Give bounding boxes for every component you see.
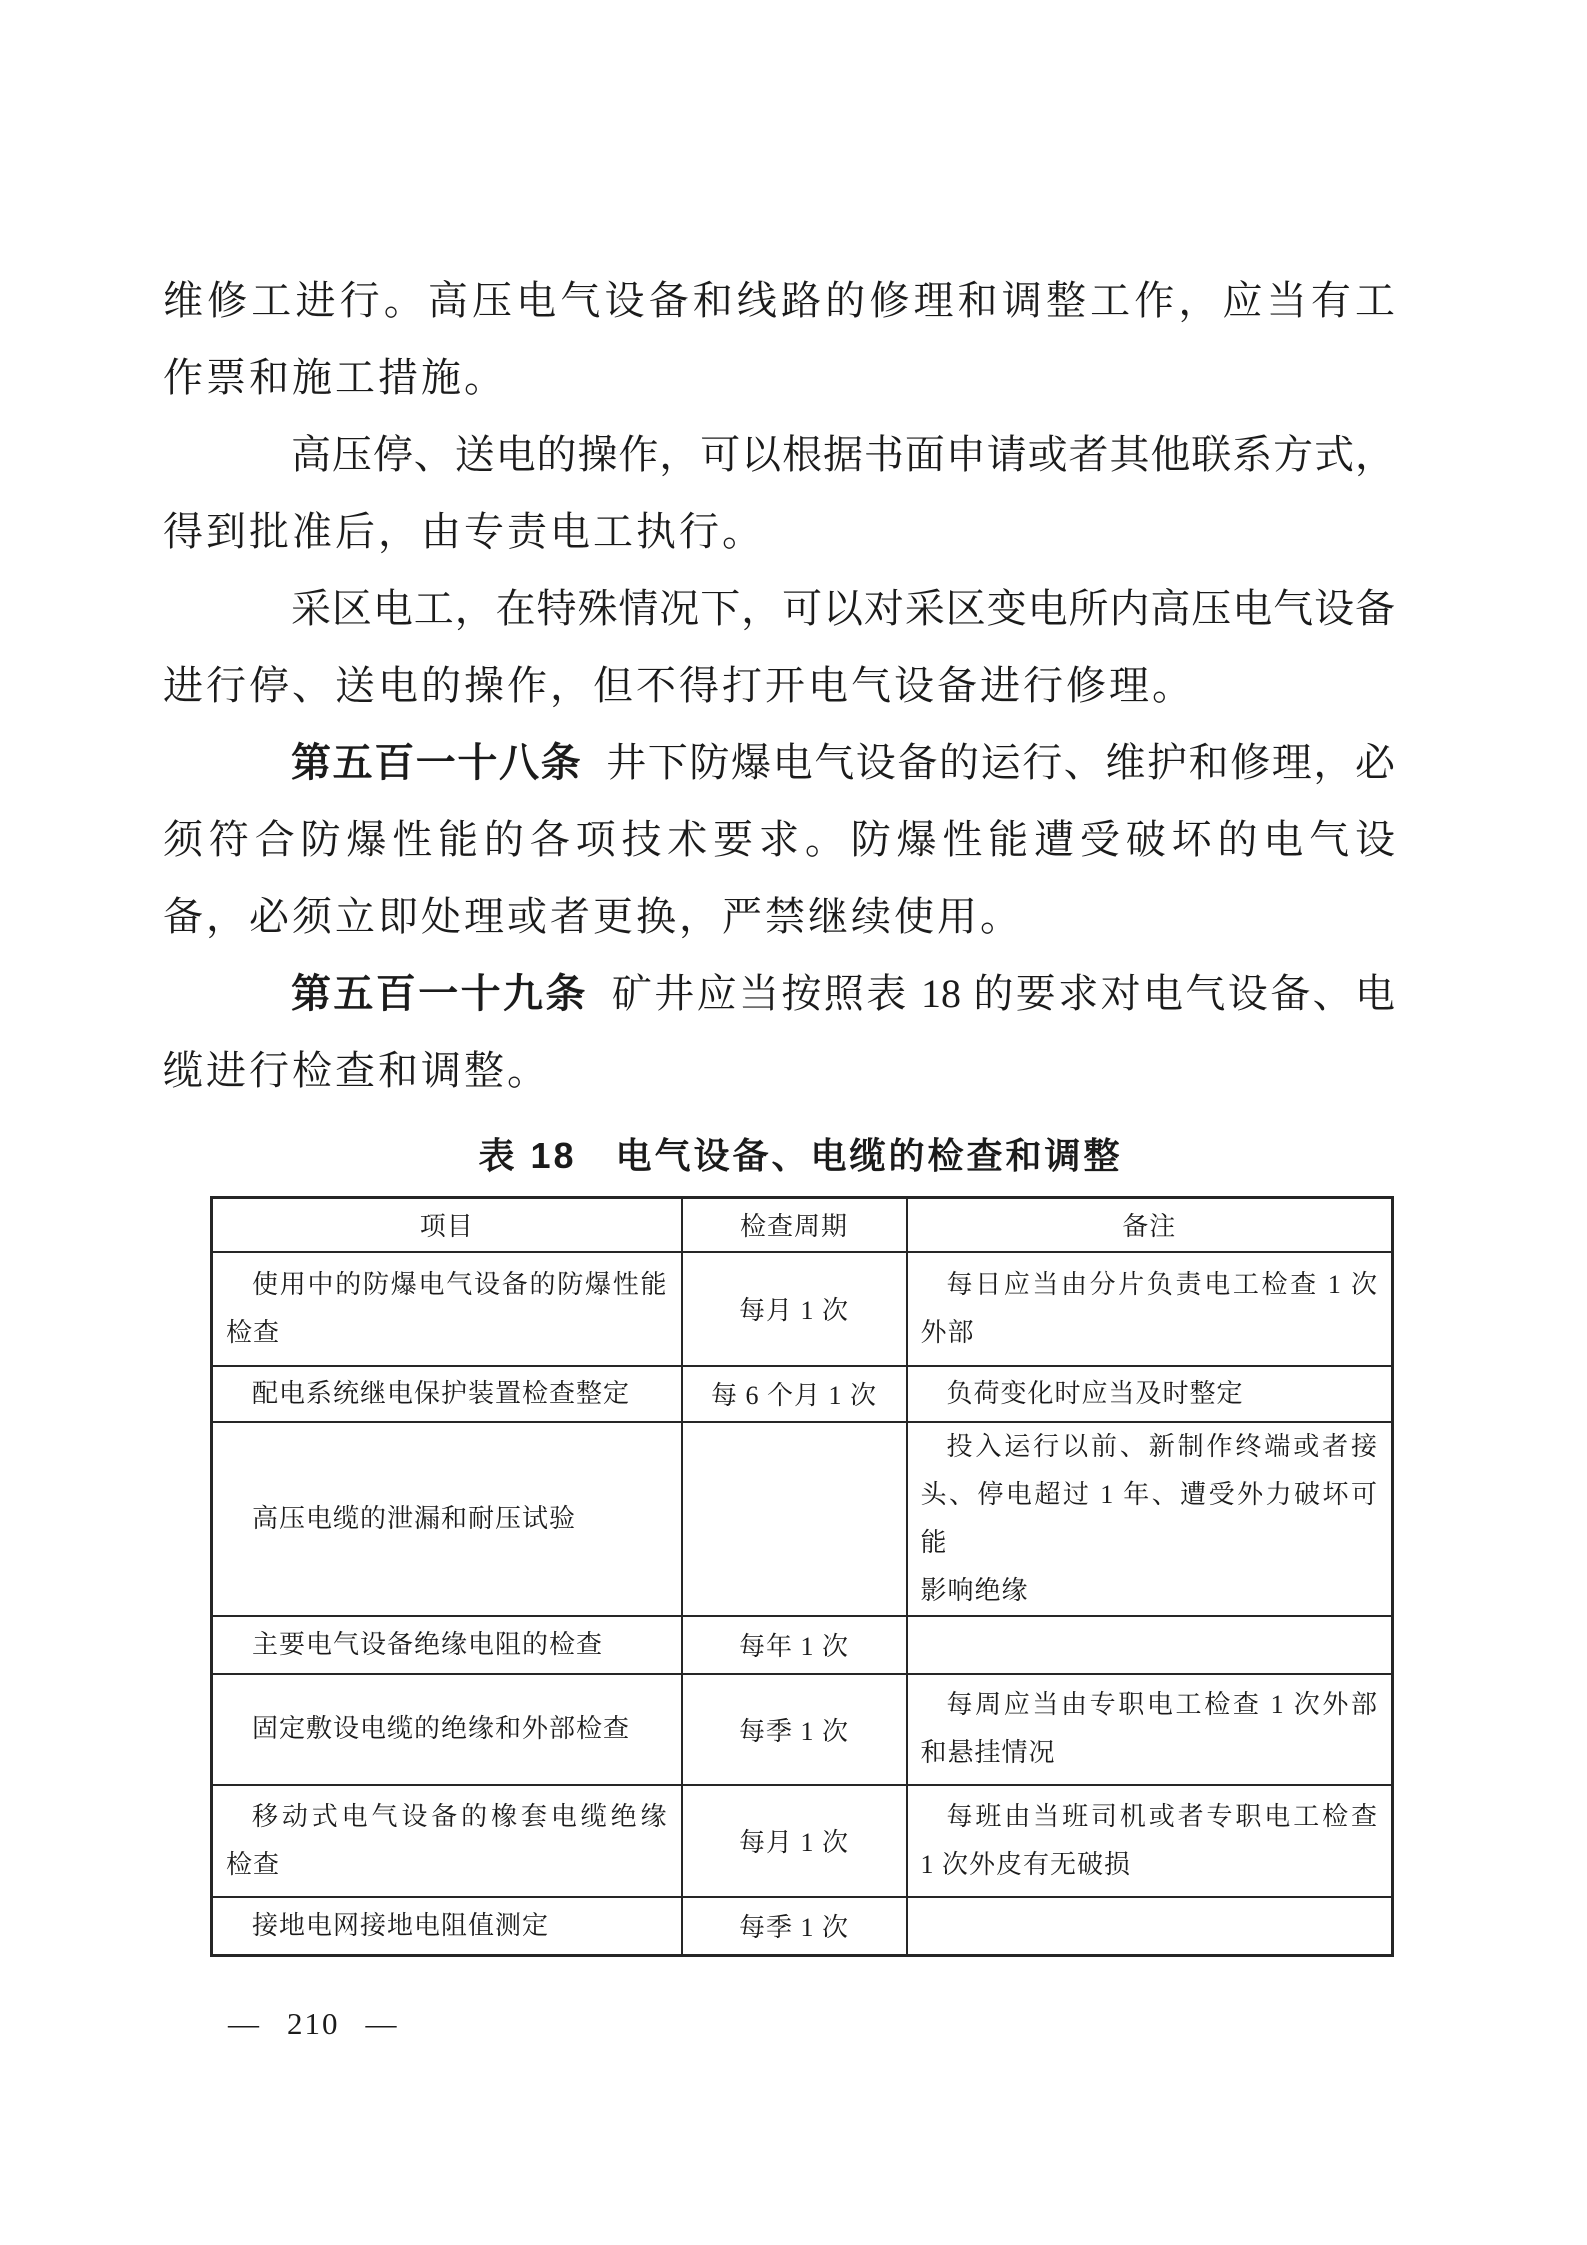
cell-item [212,1897,682,1956]
cell-cycle: 每 6 个月 1 次 [682,1366,907,1422]
paragraph-line: 须符合防爆性能的各项技术要求。防爆性能遭受破坏的电气设 [163,817,1395,862]
cell-remark [907,1674,1393,1785]
cell-cycle: 每月 1 次 [682,1252,907,1366]
page-number: 210 [287,2006,340,2041]
header-cell-cycle: 检查周期 [682,1198,907,1252]
cell-line: 每日应当由分片负责电工检查 1 次 [946,1269,1378,1299]
cell-remark [907,1422,1393,1616]
cell-remark [907,1897,1393,1956]
paragraph-line: 作票和施工措施。 [163,355,507,400]
table-row [212,1616,1393,1674]
footer-dash: — [228,2006,261,2041]
paragraph-line: 备，必须立即处理或者更换，严禁继续使用。 [163,894,1023,939]
cell-remark [907,1366,1393,1422]
cell-line: 使用中的防爆电气设备的防爆性能 [252,1269,668,1299]
cell-cycle: 每季 1 次 [682,1897,907,1956]
cell-item [212,1252,682,1366]
table-header-row [212,1198,1393,1252]
cell-line: 头、停电超过 1 年、遭受外力破坏可能 [920,1479,1378,1557]
cell-item [212,1422,682,1616]
cell-item [212,1785,682,1897]
cell-line: 投入运行以前、新制作终端或者接 [946,1431,1378,1461]
cell-cycle: 每年 1 次 [682,1616,907,1674]
table-row [212,1252,1393,1366]
cell-remark [907,1616,1393,1674]
cell-line: 每班由当班司机或者专职电工检查 [946,1801,1378,1831]
body-text [163,262,1395,1109]
cell-line: 高压电缆的泄漏和耐压试验 [252,1503,577,1533]
cell-remark [907,1785,1393,1897]
cell-cycle: 每月 1 次 [682,1785,907,1897]
table-row [212,1785,1393,1897]
paragraph-line [163,955,1395,1032]
article-number: 第五百一十九条 [291,972,588,1016]
table-row [212,1674,1393,1785]
paragraph-line: 高压停、送电的操作，可以根据书面申请或者其他联系方式， [291,432,1395,477]
cell-line: 1 次外皮有无破损 [920,1849,1132,1879]
cell-line: 影响绝缘 [920,1575,1029,1605]
cell-line: 检查 [226,1849,281,1879]
cell-line: 固定敷设电缆的绝缘和外部检查 [252,1714,631,1743]
cell-line: 每周应当由专职电工检查 1 次外部 [946,1690,1378,1719]
paragraph-line: 维修工进行。高压电气设备和线路的修理和调整工作，应当有工 [163,278,1395,323]
cell-line: 检查 [226,1317,281,1347]
cell-cycle [682,1422,907,1616]
cell-line: 负荷变化时应当及时整定 [946,1378,1244,1408]
cell-remark [907,1252,1393,1366]
paragraph-line: 采区电工，在特殊情况下，可以对采区变电所内高压电气设备 [291,586,1395,631]
table-row [212,1897,1393,1956]
table-caption: 表 18 电气设备、电缆的检查和调整 [478,1135,1123,1176]
cell-line: 接地电网接地电阻值测定 [252,1910,550,1940]
paragraph-line [163,724,1395,801]
article-number: 第五百一十八条 [291,741,583,785]
cell-line: 和悬挂情况 [920,1738,1056,1767]
page-footer [228,2006,399,2042]
cell-line: 移动式电气设备的橡套电缆绝缘 [252,1801,668,1831]
paragraph-text: 井下防爆电气设备的运行、维护和修理，必 [606,740,1395,785]
cell-item [212,1674,682,1785]
paragraph-line: 得到批准后，由专责电工执行。 [163,509,765,554]
cell-item [212,1616,682,1674]
cell-line: 外部 [920,1317,975,1347]
paragraph-text: 矿井应当按照表 18 的要求对电气设备、电 [611,971,1395,1016]
paragraph-line: 缆进行检查和调整。 [163,1048,550,1093]
paragraph-line: 进行停、送电的操作，但不得打开电气设备进行修理。 [163,663,1195,708]
header-cell-item: 项目 [212,1198,682,1252]
cell-cycle: 每季 1 次 [682,1674,907,1785]
table-row [212,1422,1393,1616]
footer-dash: — [365,2006,399,2041]
inspection-table [210,1196,1394,1957]
cell-line: 主要电气设备绝缘电阻的检查 [252,1629,604,1659]
cell-line: 配电系统继电保护装置检查整定 [252,1378,631,1408]
cell-item [212,1366,682,1422]
header-cell-remark: 备注 [907,1198,1393,1252]
table-row [212,1366,1393,1422]
